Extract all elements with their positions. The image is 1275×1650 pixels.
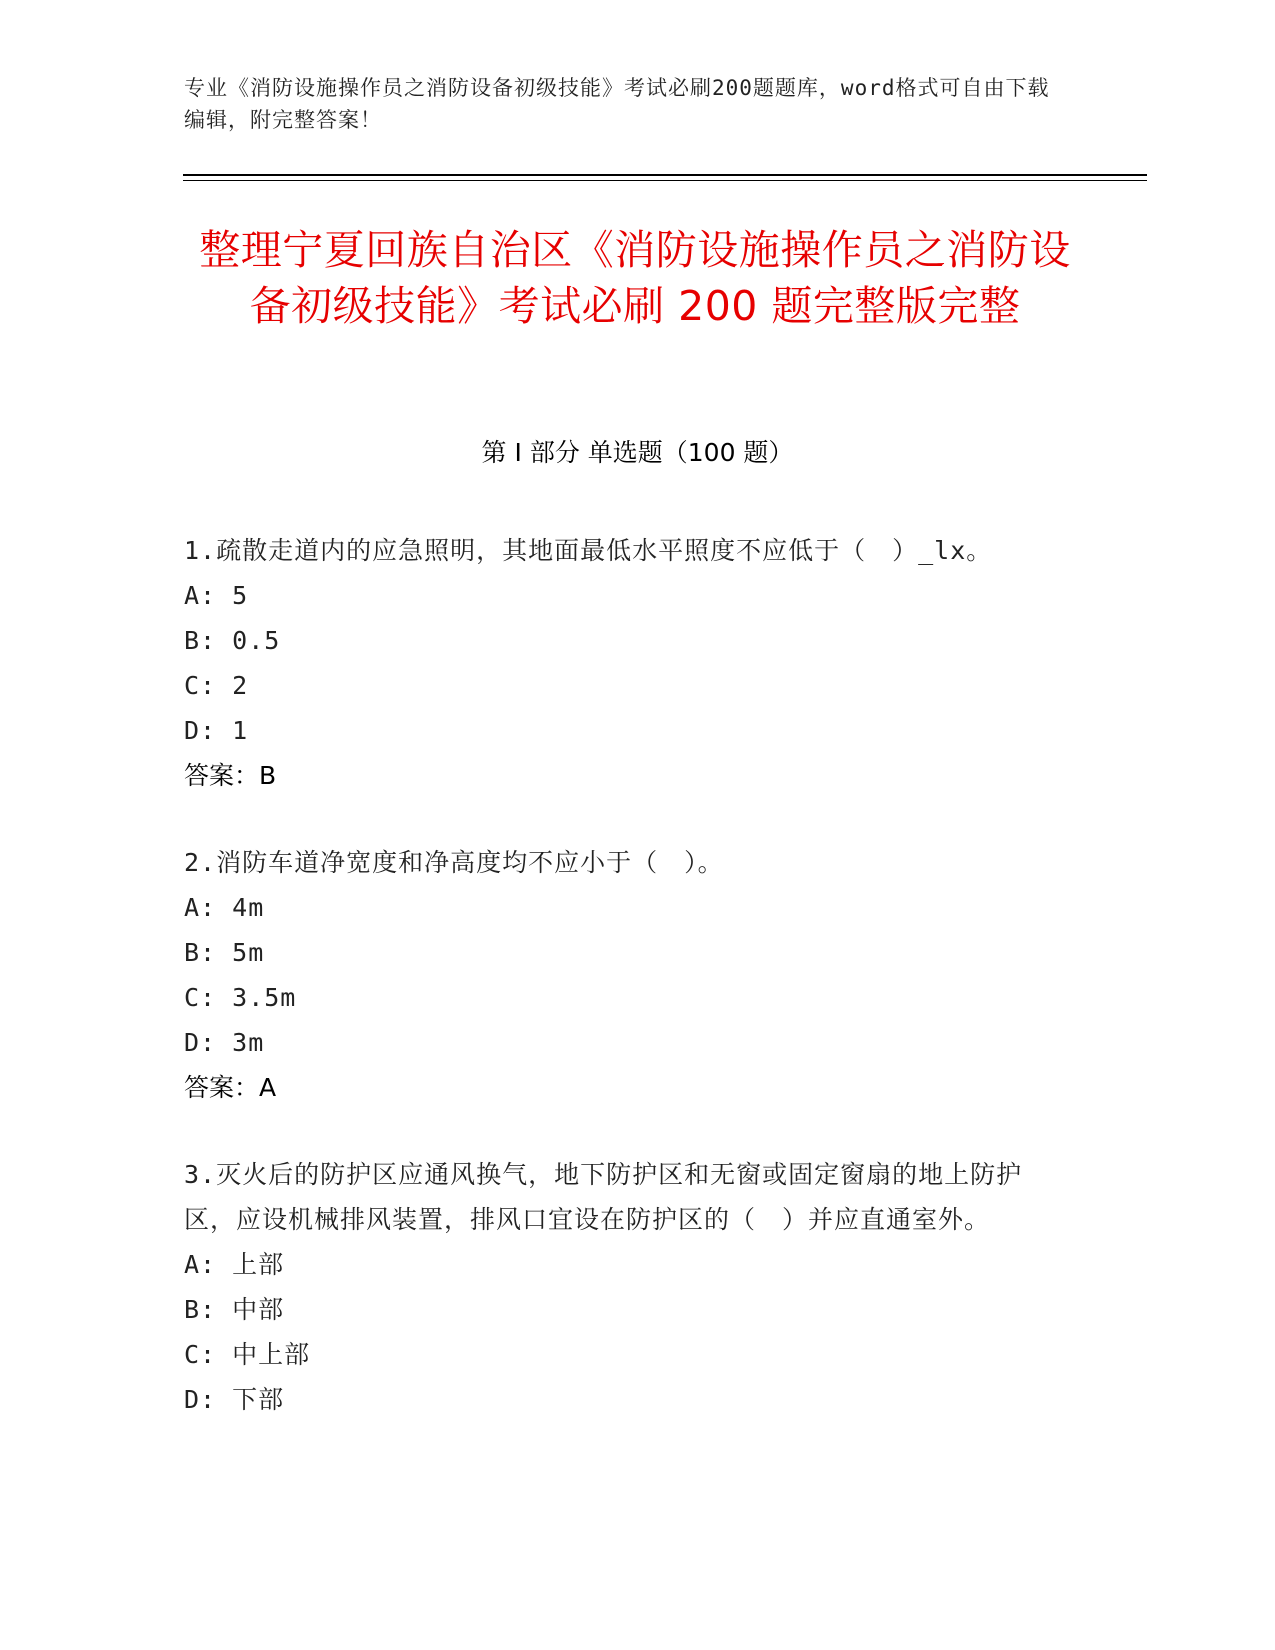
question-item [184, 1152, 1064, 1422]
option-b: B: 0.5 [184, 626, 281, 655]
option-d: D: 3m [184, 1028, 265, 1057]
option-d: D: 1 [184, 716, 249, 745]
option-d: D: 下部 [184, 1385, 285, 1414]
question-stem: 2.消防车道净宽度和净高度均不应小于（ ）。 [184, 848, 724, 877]
question-stem: 3.灭火后的防护区应通风换气，地下防护区和无窗或固定窗扇的地上防护区，应设机械排风装置，排风口宜设在防护区的（ ）并应直通室外。 [184, 1160, 1023, 1234]
header-divider-thick [183, 174, 1147, 176]
option-a: A: 上部 [184, 1250, 285, 1279]
option-a: A: 5 [184, 581, 249, 610]
question-item [184, 840, 1064, 1110]
answer-line: 答案：B [184, 761, 277, 790]
document-title: 整理宁夏回族自治区《消防设施操作员之消防设备初级技能》考试必刷 200 题完整版完整 [199, 226, 1071, 330]
question-stem: 1.疏散走道内的应急照明，其地面最低水平照度不应低于（ ）_lx。 [184, 536, 993, 565]
option-b: B: 中部 [184, 1295, 285, 1324]
option-a: A: 4m [184, 893, 265, 922]
section-heading: 第 I 部分 单选题（100 题） [481, 438, 794, 467]
option-c: C: 中上部 [184, 1340, 311, 1369]
answer-line: 答案：A [184, 1073, 277, 1102]
question-item [184, 528, 1064, 798]
option-b: B: 5m [184, 938, 265, 967]
option-c: C: 3.5m [184, 983, 297, 1012]
option-c: C: 2 [184, 671, 249, 700]
question-list [184, 528, 1064, 1464]
header-note: 专业《消防设施操作员之消防设备初级技能》考试必刷200题题库，word格式可自由下载编辑，附完整答案！ [184, 76, 1050, 132]
header-divider-thin [183, 180, 1147, 181]
